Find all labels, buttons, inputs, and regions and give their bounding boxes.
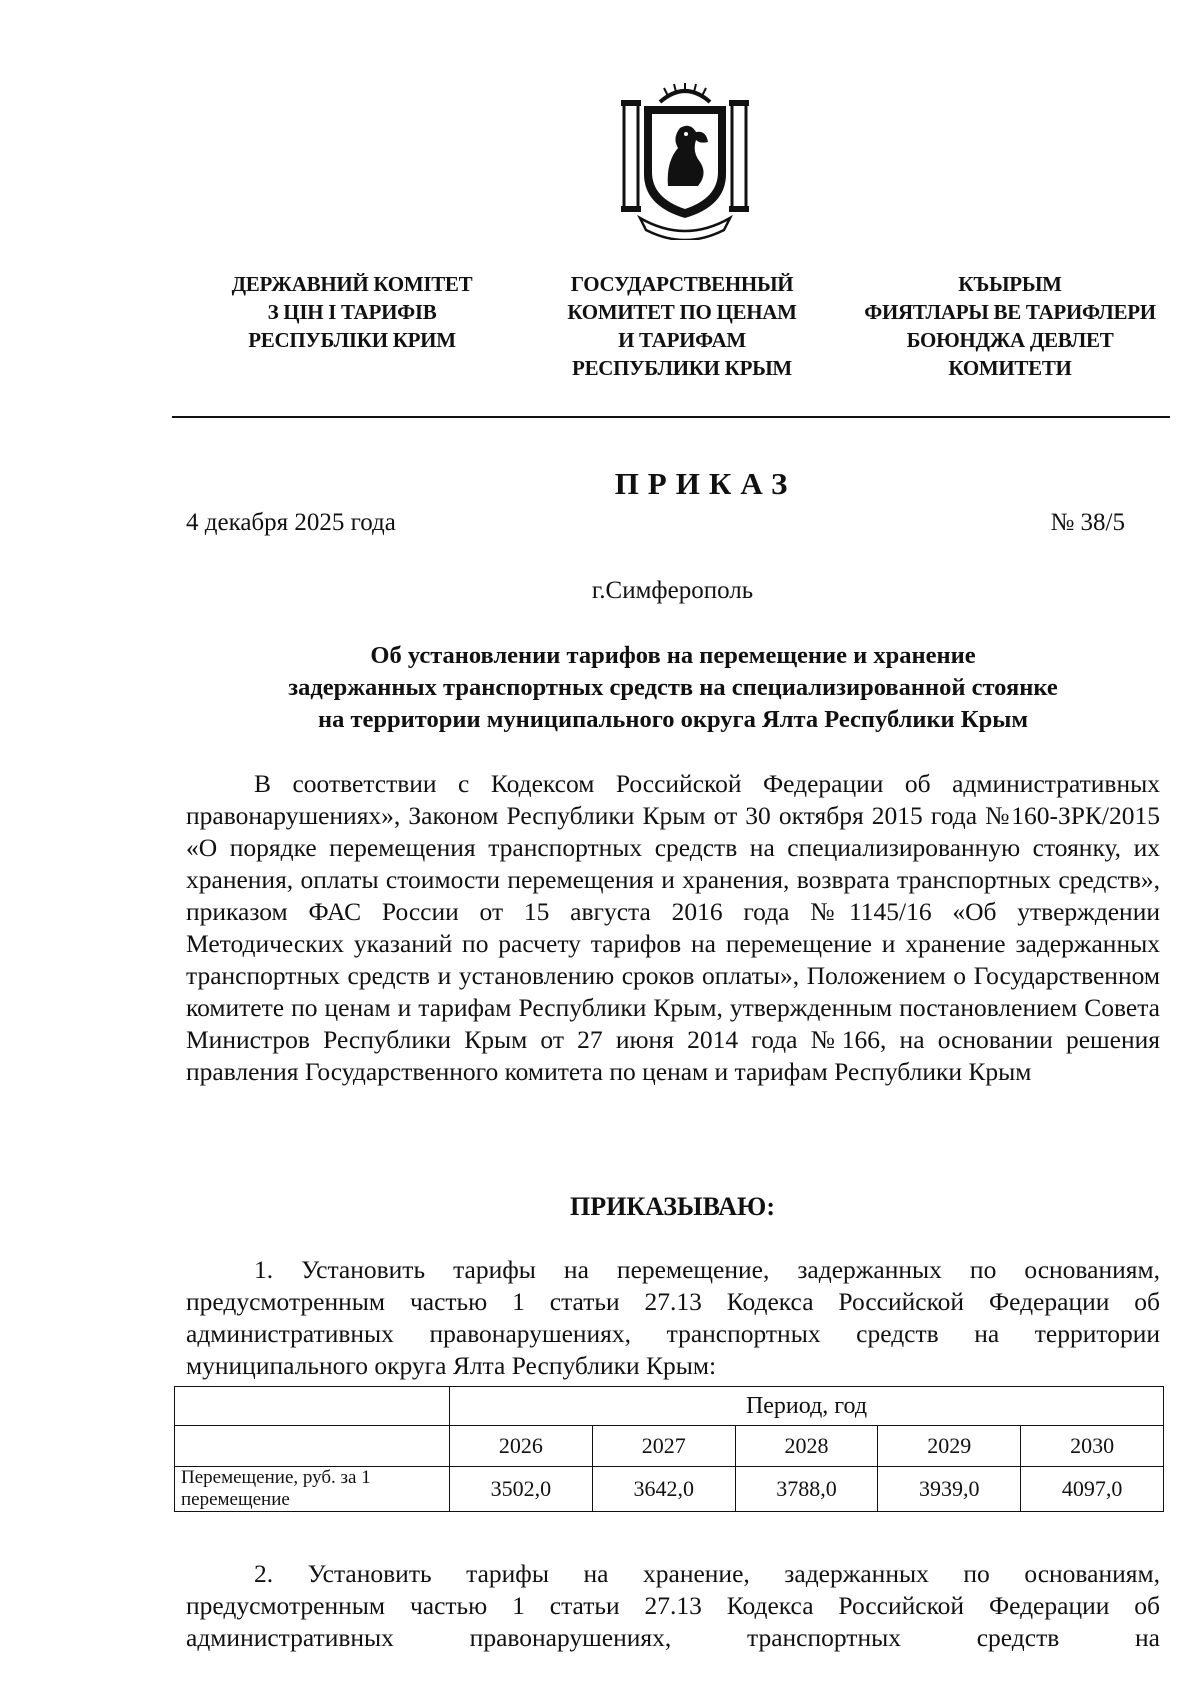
- table-row: [175, 1426, 1164, 1467]
- table-row: [175, 1467, 1164, 1512]
- value-cell: 4097,0: [1021, 1467, 1164, 1512]
- header-line: И ТАРИФАМ: [618, 328, 746, 352]
- header-crimean-tatar: [845, 270, 1175, 382]
- header-line: ДЕРЖАВНИЙ КОМІТЕТ: [231, 272, 473, 296]
- table-row: [175, 1387, 1164, 1426]
- value-cell: 3502,0: [450, 1467, 593, 1512]
- crimea-coat-of-arms-icon: [620, 82, 750, 240]
- year-cell: 2027: [592, 1426, 735, 1467]
- year-cell: 2029: [878, 1426, 1021, 1467]
- subject-line: Об установлении тарифов на перемещение и хранение: [370, 642, 976, 669]
- order-heading: ПРИКАЗЫВАЮ:: [570, 1192, 775, 1221]
- period-header-cell: Период, год: [450, 1387, 1164, 1426]
- document-date: 4 декабря 2025 года: [186, 509, 396, 536]
- item-2-paragraph: 2. Установить тарифы на хранение, задержанных по основаниям, предусмотренным частью 1 статьи 27.13 Кодекса Российской Федерации об административных правонарушениях, транспортных средств на: [186, 1559, 1160, 1652]
- value-cell: 3642,0: [592, 1467, 735, 1512]
- header-line: КОМИТЕТИ: [948, 356, 1072, 380]
- header-line: РЕСПУБЛИКИ КРЫМ: [572, 356, 792, 380]
- header-line: КОМИТЕТ ПО ЦЕНАМ: [567, 300, 797, 324]
- header-line: ГОСУДАРСТВЕННЫЙ: [570, 272, 794, 296]
- document-number: № 38/5: [1050, 509, 1125, 536]
- header-line: РЕСПУБЛІКИ КРИМ: [248, 328, 456, 352]
- year-cell: 2026: [450, 1426, 593, 1467]
- header-line: ФИЯТЛАРЫ ВЕ ТАРИФЛЕРИ: [864, 300, 1156, 324]
- value-cell: 3788,0: [735, 1467, 878, 1512]
- year-cell: 2028: [735, 1426, 878, 1467]
- subject-line: задержанных транспортных средств на специализированной стоянке: [288, 674, 1058, 701]
- preamble-paragraph: В соответствии с Кодексом Российской Федерации об административных правонарушениях», Законом Республики Крым от 30 октября 2015 года №160-ЗРК/2015 «О порядке перемещения транспортных средств на специализированную стоянку, их хранения, оплаты стоимости перемещения и хранения, возврата транспортных средств», приказом ФАС России от 15 августа 2016 года №1145/16 «Об утверждении Методических указаний по расчету тарифов на перемещение и хранение задержанных транспортных средств и установлению сроков оплаты», Положением о Государственном комитете по ценам и тарифам Республики Крым, утвержденным постановлением Совета Министров Республики Крым от 27 июня 2014 года №166, на основании решения правления Государственного комитета по ценам и тарифам Республики Крым: [186, 769, 1160, 1086]
- header-line: БОЮНДЖА ДЕВЛЕТ: [906, 328, 1114, 352]
- table-cell-empty: [175, 1387, 450, 1426]
- document-subject: [186, 640, 1160, 736]
- header-line: КЪЫРЫМ: [958, 272, 1062, 296]
- header-russian: [532, 270, 832, 382]
- header-ukrainian: [212, 270, 492, 354]
- table-cell-empty: [175, 1426, 450, 1467]
- document-title: ПРИКАЗ: [614, 466, 797, 501]
- item-1-paragraph: 1. Установить тарифы на перемещение, задержанных по основаниям, предусмотренным частью 1 статьи 27.13 Кодекса Российской Федерации об административных правонарушениях, транспортных средств на территории муниципального округа Ялта Республики Крым:: [186, 1255, 1160, 1380]
- header-line: З ЦІН І ТАРИФІВ: [267, 300, 437, 324]
- year-cell: 2030: [1021, 1426, 1164, 1467]
- document-city: г.Симферополь: [591, 577, 754, 604]
- subject-line: на территории муниципального округа Ялта Республики Крым: [317, 706, 1029, 733]
- value-cell: 3939,0: [878, 1467, 1021, 1512]
- tariff-table: [174, 1386, 1164, 1512]
- row-label-cell: Перемещение, руб. за 1 перемещение: [175, 1467, 450, 1512]
- header-divider: [172, 416, 1170, 418]
